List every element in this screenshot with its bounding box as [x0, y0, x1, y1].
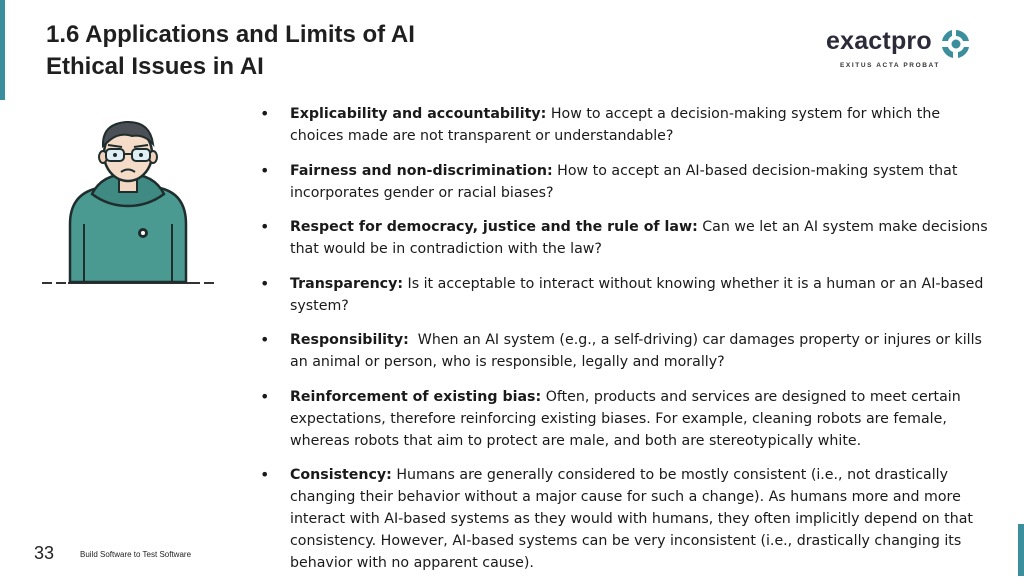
item-text: How to accept an AI-based decision-making system that incorporates gender or racial biases? [290, 162, 958, 201]
item-text: How to accept a decision-making system for which the choices made are not transparent or understandable? [290, 106, 941, 144]
left-accent-bar [0, 0, 5, 100]
list-item [256, 273, 996, 317]
slide-title [46, 19, 415, 83]
slide-title-line-2: Ethical Issues in AI [46, 53, 264, 80]
item-term: Consistency: [290, 467, 392, 483]
footer-text: Build Software to Test Software [80, 550, 192, 559]
slide-title-line-1: 1.6 Applications and Limits of AI [46, 21, 415, 48]
ethical-issues-list [256, 103, 996, 587]
item-text: Is it acceptable to interact without knowing whether it is a human or an AI-based system? [290, 275, 984, 314]
page-number: 33 [34, 543, 55, 563]
list-item [256, 103, 996, 147]
item-term: Explicability and accountability: [290, 106, 547, 122]
item-term: Reinforcement of existing bias: [290, 388, 542, 405]
item-term: Respect for democracy, justice and the rule of law: [290, 219, 698, 235]
item-term: Responsibility: [290, 332, 409, 348]
list-item [256, 160, 996, 204]
list-item [256, 464, 996, 574]
logo-tagline: EXITUS ACTA PROBAT [840, 62, 940, 69]
item-text: Can we let an AI system make decisions that would be in contradiction with the law? [290, 219, 988, 257]
item-text: When an AI system (e.g., a self-driving) car damages property or injures or kills an animal or person, who is responsible, legally and morally? [290, 332, 987, 370]
logo-wordmark: exactpro [826, 27, 932, 55]
item-term: Transparency: [290, 275, 404, 292]
item-text: Humans are generally considered to be mostly consistent (i.e., not drastically changing their behavior without a major cause for such a change). As humans more and more interact with AI-based systems as they would with humans, they often implicitly depend on that consistency. However, AI-based systems can be very inconsistent (i.e., drastically changing its behavior with no apparent cause). [290, 467, 973, 571]
item-text: Often, products and services are designed to meet certain expectations, therefore reinforcing existing biases. For example, cleaning robots are female, whereas robots that aim to protect are male, and both are stereotypically white. [290, 388, 961, 449]
list-item [256, 216, 996, 260]
list-item [256, 386, 996, 452]
right-accent-bar [1018, 524, 1024, 576]
worried-person-illustration [40, 112, 220, 292]
exactpro-logo [826, 26, 976, 74]
logo-swirl-icon [939, 27, 973, 61]
item-term: Fairness and non-discrimination: [290, 162, 553, 179]
list-item [256, 329, 996, 373]
